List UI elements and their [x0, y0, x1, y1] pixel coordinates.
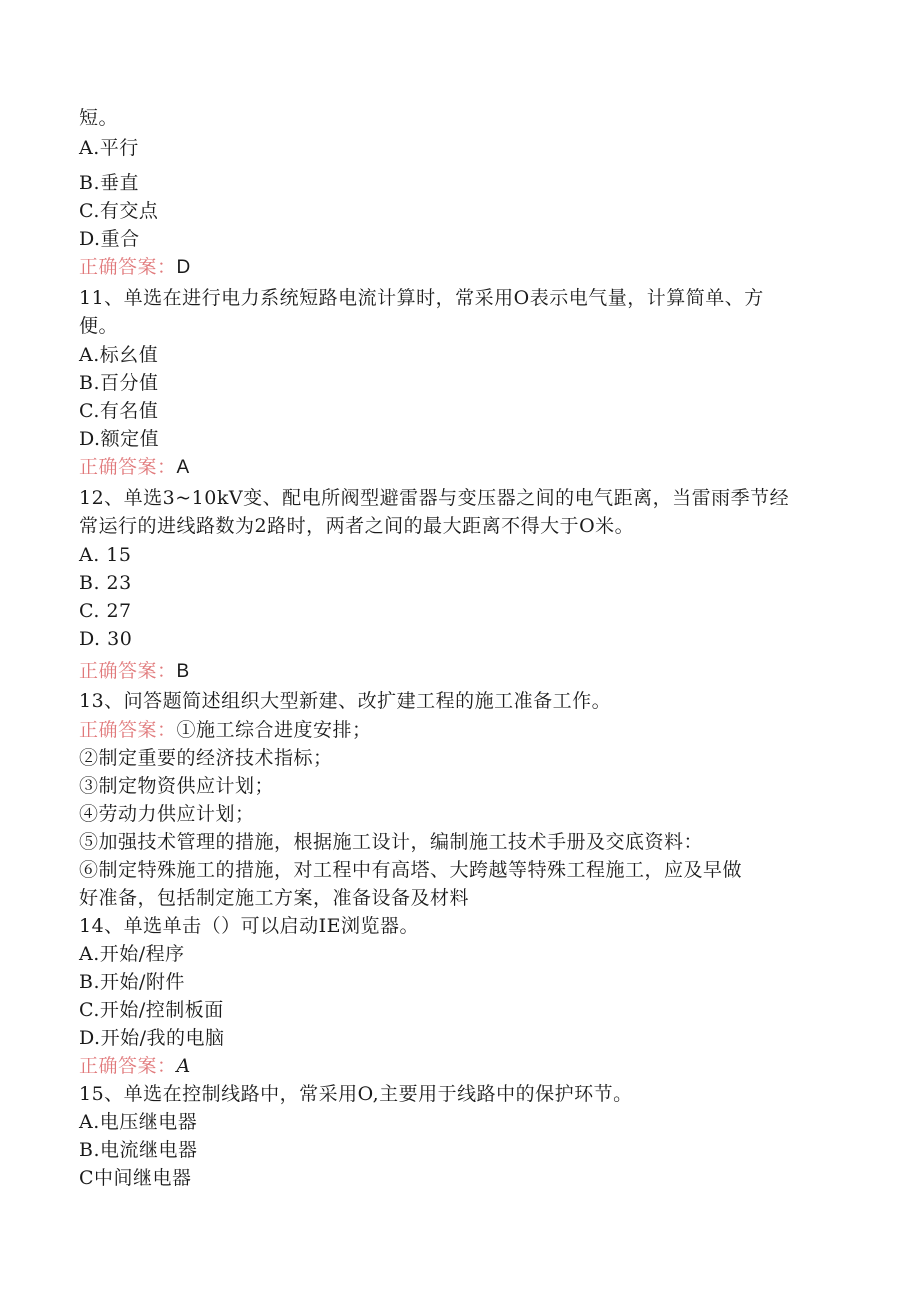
- question-12-answer: [79, 657, 839, 686]
- question-15-option-c: C中间继电器: [79, 1167, 192, 1189]
- question-11-option-c: C.有名值: [79, 400, 159, 422]
- question-13-answer-line4: ④劳动力供应计划；: [79, 803, 255, 825]
- question-15-option-a: A.电压继电器: [79, 1111, 198, 1133]
- question-10-answer: [79, 253, 839, 282]
- question-11-option-d: D.额定值: [79, 428, 160, 450]
- answer-label: 正确答案：: [79, 456, 177, 478]
- question-15-option-b: B.电流继电器: [79, 1139, 198, 1161]
- answer-value: A: [176, 457, 190, 478]
- question-14-option-d: D.开始/我的电脑: [79, 1027, 225, 1049]
- question-10-option-c: C.有交点: [79, 200, 159, 222]
- question-14-option-c: C.开始/控制板面: [79, 999, 224, 1021]
- answer-label: 正确答案：: [79, 256, 177, 278]
- question-15-stem: 15、单选在控制线路中，常采用O,主要用于线路中的保护环节。: [79, 1083, 633, 1105]
- answer-label: 正确答案：: [79, 719, 177, 741]
- question-13-stem: 13、问答题简述组织大型新建、改扩建工程的施工准备工作。: [79, 690, 612, 712]
- question-10-option-a: A.平行: [79, 137, 139, 159]
- question-11-answer: [79, 453, 839, 482]
- question-14-option-b: B.开始/附件: [79, 971, 185, 993]
- question-10-stem-tail: 短。: [79, 107, 119, 129]
- question-14-stem: 14、单选单击（）可以启动IE浏览器。: [79, 915, 420, 937]
- question-11-stem-line1: 11、单选在进行电力系统短路电流计算时，常采用O表示电气量，计算简单、方: [79, 287, 764, 309]
- answer-text: ①施工综合进度安排；: [176, 719, 372, 741]
- question-14-option-a: A.开始/程序: [79, 943, 185, 965]
- question-13-answer-line7: 好准备，包括制定施工方案，准备设备及材料: [79, 887, 470, 909]
- question-12-option-a: A. 15: [79, 544, 132, 566]
- answer-value: D: [176, 257, 191, 278]
- answer-label: 正确答案：: [79, 1055, 177, 1077]
- question-12-option-b: B. 23: [79, 572, 132, 594]
- answer-label: 正确答案：: [79, 660, 177, 682]
- question-10-option-d: D.重合: [79, 228, 140, 250]
- question-11-option-b: B.百分值: [79, 372, 159, 394]
- question-10-option-b: B.垂直: [79, 172, 140, 194]
- answer-value: A: [176, 1055, 191, 1077]
- question-12-stem-line1: 12、单选3~10kV变、配电所阀型避雷器与变压器之间的电气距离，当雷雨季节经: [79, 487, 790, 509]
- question-12-option-c: C. 27: [79, 600, 132, 622]
- question-13-answer-line3: ③制定物资供应计划；: [79, 775, 275, 797]
- question-13-answer-line1: [79, 716, 839, 744]
- question-13-answer-line6: ⑥制定特殊施工的措施，对工程中有高塔、大跨越等特殊工程施工，应及早做: [79, 859, 743, 881]
- question-12-stem-line2: 常运行的进线路数为2路时，两者之间的最大距离不得大于O米。: [79, 515, 635, 537]
- question-11-stem-line2: 便。: [79, 315, 119, 337]
- answer-value: B: [176, 661, 190, 682]
- question-13-answer-line2: ②制定重要的经济技术指标；: [79, 747, 333, 769]
- question-14-answer: [79, 1052, 839, 1080]
- question-12-option-d: D. 30: [79, 628, 133, 650]
- question-11-option-a: A.标幺值: [79, 344, 159, 366]
- question-13-answer-line5: ⑤加强技术管理的措施，根据施工设计，编制施工技术手册及交底资料：: [79, 831, 704, 853]
